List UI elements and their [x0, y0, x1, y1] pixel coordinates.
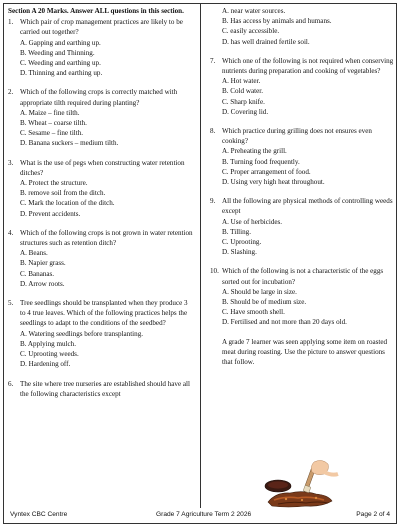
- question-stem: Which of the following crops is correctly matched with appropriate tilth required during planting?: [20, 88, 178, 107]
- basting-brush-icon: [303, 460, 338, 492]
- question-stem: Tree seedlings should be transplanted when they produce 3 to 4 true leaves. Which of the following practices helps the seedlings to adapt to the conditions of the seedbed?: [20, 299, 188, 328]
- question-stem: Which of the following crops is not grown in water retention structures such as retention ditch?: [20, 228, 193, 248]
- option-b: B. Turning food frequently.: [222, 157, 300, 166]
- question-number: 7.: [210, 56, 216, 65]
- section-heading: Section A 20 Marks. Answer ALL questions in this section.: [8, 7, 184, 15]
- question-5: [8, 298, 194, 369]
- question-number: 5.: [8, 299, 14, 308]
- option-a: A. Maize – fine tilth.: [20, 108, 80, 117]
- question-number: 2.: [8, 88, 14, 97]
- option-b: B. Napier grass.: [20, 259, 66, 268]
- page-footer: [6, 509, 394, 521]
- option-d: D. Prevent accidents.: [20, 209, 81, 218]
- option-c: C. Weeding and earthing up.: [20, 59, 101, 68]
- question-number: 3.: [8, 158, 14, 167]
- option-a: A. Use of herbicides.: [222, 217, 283, 226]
- option-c: C. Mark the location of the ditch.: [20, 199, 115, 208]
- option-d: D. Slashing.: [222, 248, 257, 257]
- option-a: A. Should be large in size.: [222, 287, 297, 296]
- question-8: [210, 126, 394, 187]
- footer-centre-name: Vyntex CBC Centre: [10, 511, 68, 518]
- option-c: C. easily accessible.: [222, 27, 280, 36]
- option-a: A. Beans.: [20, 249, 48, 258]
- option-b: B. Cold water.: [222, 87, 263, 96]
- question-6-options: [210, 6, 394, 47]
- option-b: B. Has access by animals and humans.: [222, 17, 332, 26]
- footer-exam-title: Grade 7 Agriculture Term 2 2026: [156, 511, 252, 518]
- question-2: [8, 87, 194, 148]
- question-number: 10.: [210, 267, 219, 276]
- option-d: D. Hardening off.: [20, 360, 71, 369]
- option-a: A. Hot water.: [222, 77, 261, 86]
- question-1: [8, 17, 194, 78]
- question-6: [8, 379, 194, 399]
- option-c: C. Bananas.: [20, 269, 55, 278]
- option-c: C. Proper arrangement of food.: [222, 167, 311, 176]
- option-b: B. Should be of medium size.: [222, 298, 307, 307]
- option-d: D. Thinning and earthing up.: [20, 69, 103, 78]
- option-d: D. Using very high heat throughout.: [222, 178, 325, 187]
- option-b: B. Wheat – coarse tilth.: [20, 119, 87, 128]
- question-number: 8.: [210, 127, 216, 136]
- option-d: D. Arrow roots.: [20, 279, 65, 288]
- option-b: B. Weeding and Thinning.: [20, 48, 95, 57]
- footer-page-number: Page 2 of 4: [356, 511, 390, 518]
- option-c: C. Uprooting weeds.: [20, 350, 79, 359]
- question-stem: Which one of the following is not required when conserving nutrients during preparation and cooking of vegetables?: [222, 56, 394, 76]
- option-d: D. has well drained fertile soil.: [222, 37, 310, 46]
- roasted-meat-illustration: [262, 456, 342, 508]
- roasted-meat-icon: [268, 492, 332, 507]
- left-column: [8, 6, 194, 399]
- question-number: 1.: [8, 18, 14, 27]
- question-number: 9.: [210, 197, 216, 206]
- option-b: B. Tilling.: [222, 227, 251, 236]
- option-a: A. Protect the structure.: [20, 179, 88, 188]
- question-4: [8, 228, 194, 289]
- question-7: [210, 56, 394, 117]
- option-c: C. Uprooting.: [222, 238, 262, 247]
- option-d: D. Fertilised and not more than 20 days old.: [222, 318, 347, 327]
- option-a: A. Preheating the grill.: [222, 147, 287, 156]
- option-c: C. Sesame – fine tilth.: [20, 129, 84, 138]
- option-a: A. Gapping and earthing up.: [20, 38, 101, 47]
- question-number: 6.: [8, 379, 14, 388]
- passage-text: A grade 7 learner was seen applying some item on roasted meat during roasting. Use the picture to answer questions that follow.: [222, 337, 388, 367]
- question-stem: All the following are physical methods of controlling weeds except: [222, 197, 393, 216]
- question-stem: Which pair of crop management practices are likely to be carried out together?: [20, 18, 183, 37]
- question-stem: Which of the following is not a characteristic of the eggs sorted out for incubation?: [222, 267, 384, 286]
- question-stem: The site where tree nurseries are established should have all the following characteristics except: [20, 379, 190, 398]
- option-d: D. Banana suckers – medium tilth.: [20, 139, 119, 148]
- option-c: C. Sharp knife.: [222, 97, 265, 106]
- option-d: D. Covering lid.: [222, 107, 269, 116]
- question-10: [210, 266, 394, 327]
- question-stem: What is the use of pegs when constructing water retention ditches?: [20, 158, 185, 177]
- option-b: B. Applying mulch.: [20, 339, 76, 348]
- question-9: [210, 196, 394, 257]
- column-divider: [200, 3, 201, 508]
- option-b: B. remove soil from the ditch.: [20, 189, 106, 198]
- right-column: [210, 6, 394, 367]
- option-c: C. Have smooth shell.: [222, 308, 285, 317]
- question-3: [8, 158, 194, 219]
- question-number: 4.: [8, 228, 14, 237]
- question-stem: Which practice during grilling does not ensures even cooking?: [222, 127, 372, 146]
- option-a: A. Watering seedlings before transplanting.: [20, 329, 144, 338]
- option-a: A. near water sources.: [222, 7, 286, 15]
